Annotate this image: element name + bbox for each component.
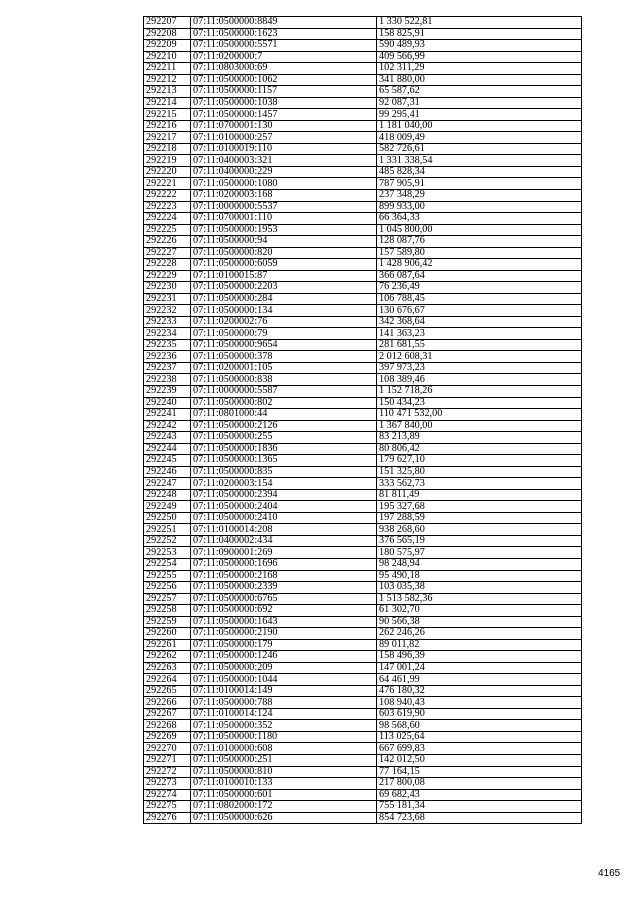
cadastral-number-cell: 07:11:0500000:1180 [191, 731, 377, 743]
row-number-cell: 292259 [144, 616, 191, 628]
value-cell: 582 726,61 [377, 143, 582, 155]
cadastral-number-cell: 07:11:0900001:269 [191, 547, 377, 559]
cadastral-number-cell: 07:11:0500000:6059 [191, 259, 377, 271]
row-number-cell: 292213 [144, 86, 191, 98]
row-number-cell: 292215 [144, 109, 191, 121]
row-number-cell: 292238 [144, 374, 191, 386]
cadastral-number-cell: 07:11:0100019:110 [191, 143, 377, 155]
value-cell: 157 589,80 [377, 247, 582, 259]
row-number-cell: 292276 [144, 812, 191, 824]
cadastral-number-cell: 07:11:0400000:229 [191, 166, 377, 178]
table-row [144, 259, 582, 271]
row-number-cell: 292272 [144, 766, 191, 778]
table-row [144, 593, 582, 605]
value-cell: 98 248,94 [377, 558, 582, 570]
cadastral-number-cell: 07:11:0500000:255 [191, 432, 377, 444]
value-cell: 667 699,83 [377, 743, 582, 755]
value-cell: 90 566,38 [377, 616, 582, 628]
table-row [144, 443, 582, 455]
value-cell: 83 213,89 [377, 432, 582, 444]
row-number-cell: 292236 [144, 351, 191, 363]
cadastral-number-cell: 07:11:0100014:124 [191, 708, 377, 720]
table-row [144, 189, 582, 201]
cadastral-number-cell: 07:11:0100015:87 [191, 270, 377, 282]
row-number-cell: 292260 [144, 628, 191, 640]
table-row [144, 582, 582, 594]
value-cell: 102 311,29 [377, 63, 582, 75]
row-number-cell: 292261 [144, 639, 191, 651]
table-row [144, 236, 582, 248]
value-cell: 130 676,67 [377, 305, 582, 317]
table-row [144, 282, 582, 294]
cadastral-number-cell: 07:11:0500000:1836 [191, 443, 377, 455]
row-number-cell: 292264 [144, 674, 191, 686]
table-row [144, 328, 582, 340]
value-cell: 108 940,43 [377, 697, 582, 709]
cadastral-number-cell: 07:11:0100000:257 [191, 132, 377, 144]
row-number-cell: 292257 [144, 593, 191, 605]
table-row [144, 213, 582, 225]
table-row [144, 305, 582, 317]
cadastral-number-cell: 07:11:0500000:9654 [191, 339, 377, 351]
value-cell: 899 933,00 [377, 201, 582, 213]
cadastral-number-cell: 07:11:0200003:168 [191, 189, 377, 201]
table-row [144, 224, 582, 236]
cadastral-number-cell: 07:11:0500000:251 [191, 755, 377, 767]
value-cell: 938 268,60 [377, 524, 582, 536]
cadastral-number-cell: 07:11:0500000:209 [191, 662, 377, 674]
table-row [144, 362, 582, 374]
table-row [144, 17, 582, 29]
value-cell: 81 811,49 [377, 489, 582, 501]
value-cell: 76 236,49 [377, 282, 582, 294]
row-number-cell: 292255 [144, 570, 191, 582]
value-cell: 98 568,60 [377, 720, 582, 732]
value-cell: 590 489,93 [377, 40, 582, 52]
value-cell: 476 180,32 [377, 685, 582, 697]
cadastral-number-cell: 07:11:0100014:149 [191, 685, 377, 697]
table-row [144, 478, 582, 490]
table-row [144, 293, 582, 305]
value-cell: 103 035,38 [377, 582, 582, 594]
cadastral-number-cell: 07:11:0500000:1246 [191, 651, 377, 663]
row-number-cell: 292262 [144, 651, 191, 663]
table-row [144, 766, 582, 778]
cadastral-number-cell: 07:11:0700001:130 [191, 120, 377, 132]
row-number-cell: 292207 [144, 17, 191, 29]
table-row [144, 28, 582, 40]
row-number-cell: 292208 [144, 28, 191, 40]
row-number-cell: 292239 [144, 386, 191, 398]
table-row [144, 570, 582, 582]
row-number-cell: 292233 [144, 316, 191, 328]
cadastral-number-cell: 07:11:0500000:2404 [191, 501, 377, 513]
value-cell: 755 181,34 [377, 801, 582, 813]
table-row [144, 120, 582, 132]
value-cell: 77 164,15 [377, 766, 582, 778]
cadastral-number-cell: 07:11:0500000:5571 [191, 40, 377, 52]
table-row [144, 40, 582, 52]
cadastral-number-cell: 07:11:0500000:378 [191, 351, 377, 363]
value-cell: 89 011,82 [377, 639, 582, 651]
cadastral-number-cell: 07:11:0500000:8849 [191, 17, 377, 29]
value-cell: 2 012 608,31 [377, 351, 582, 363]
cadastral-number-cell: 07:11:0500000:2339 [191, 582, 377, 594]
value-cell: 1 367 840,00 [377, 420, 582, 432]
table-row [144, 651, 582, 663]
cadastral-number-cell: 07:11:0500000:1643 [191, 616, 377, 628]
value-cell: 1 045 800,00 [377, 224, 582, 236]
table-row [144, 674, 582, 686]
value-cell: 195 327,68 [377, 501, 582, 513]
cadastral-number-cell: 07:11:0500000:835 [191, 466, 377, 478]
value-cell: 418 009,49 [377, 132, 582, 144]
row-number-cell: 292231 [144, 293, 191, 305]
value-cell: 147 001,24 [377, 662, 582, 674]
table-row [144, 616, 582, 628]
cadastral-number-cell: 07:11:0500000:1157 [191, 86, 377, 98]
cadastral-number-cell: 07:11:0200000:7 [191, 51, 377, 63]
row-number-cell: 292243 [144, 432, 191, 444]
table-row [144, 743, 582, 755]
table-row [144, 409, 582, 421]
value-cell: 65 587,62 [377, 86, 582, 98]
row-number-cell: 292217 [144, 132, 191, 144]
table-row [144, 501, 582, 513]
table-row [144, 166, 582, 178]
row-number-cell: 292252 [144, 535, 191, 547]
value-cell: 141 363,23 [377, 328, 582, 340]
row-number-cell: 292253 [144, 547, 191, 559]
table-row [144, 547, 582, 559]
cadastral-number-cell: 07:11:0500000:79 [191, 328, 377, 340]
table-row [144, 132, 582, 144]
row-number-cell: 292226 [144, 236, 191, 248]
cadastral-number-cell: 07:11:0200001:105 [191, 362, 377, 374]
row-number-cell: 292219 [144, 155, 191, 167]
value-cell: 281 681,55 [377, 339, 582, 351]
cadastral-number-cell: 07:11:0500000:2203 [191, 282, 377, 294]
value-cell: 366 087,64 [377, 270, 582, 282]
row-number-cell: 292216 [144, 120, 191, 132]
table-row [144, 51, 582, 63]
cadastral-number-cell: 07:11:0500000:2126 [191, 420, 377, 432]
cadastral-number-cell: 07:11:0500000:1062 [191, 74, 377, 86]
table-row [144, 374, 582, 386]
value-cell: 376 565,19 [377, 535, 582, 547]
row-number-cell: 292254 [144, 558, 191, 570]
row-number-cell: 292245 [144, 455, 191, 467]
row-number-cell: 292237 [144, 362, 191, 374]
cadastral-number-cell: 07:11:0700001:110 [191, 213, 377, 225]
row-number-cell: 292235 [144, 339, 191, 351]
table-row [144, 63, 582, 75]
cadastral-number-cell: 07:11:0000000:5587 [191, 386, 377, 398]
row-number-cell: 292242 [144, 420, 191, 432]
row-number-cell: 292222 [144, 189, 191, 201]
row-number-cell: 292234 [144, 328, 191, 340]
row-number-cell: 292240 [144, 397, 191, 409]
row-number-cell: 292209 [144, 40, 191, 52]
row-number-cell: 292275 [144, 801, 191, 813]
cadastral-number-cell: 07:11:0400002:434 [191, 535, 377, 547]
table-row [144, 316, 582, 328]
value-cell: 603 619,90 [377, 708, 582, 720]
cadastral-number-cell: 07:11:0500000:284 [191, 293, 377, 305]
cadastral-number-cell: 07:11:0500000:2410 [191, 512, 377, 524]
cadastral-number-cell: 07:11:0500000:601 [191, 789, 377, 801]
value-cell: 158 825,91 [377, 28, 582, 40]
row-number-cell: 292269 [144, 731, 191, 743]
cadastral-number-cell: 07:11:0500000:692 [191, 605, 377, 617]
row-number-cell: 292244 [144, 443, 191, 455]
row-number-cell: 292248 [144, 489, 191, 501]
cadastral-number-cell: 07:11:0500000:1623 [191, 28, 377, 40]
value-cell: 92 087,31 [377, 97, 582, 109]
table-row [144, 178, 582, 190]
row-number-cell: 292228 [144, 259, 191, 271]
table-row [144, 97, 582, 109]
cadastral-number-cell: 07:11:0500000:2168 [191, 570, 377, 582]
value-cell: 197 288,59 [377, 512, 582, 524]
cadastral-number-cell: 07:11:0500000:2394 [191, 489, 377, 501]
cadastral-number-cell: 07:11:0500000:788 [191, 697, 377, 709]
value-cell: 854 723,68 [377, 812, 582, 824]
row-number-cell: 292273 [144, 778, 191, 790]
table-row [144, 755, 582, 767]
table-row [144, 524, 582, 536]
cadastral-number-cell: 07:11:0100010:133 [191, 778, 377, 790]
value-cell: 787 905,91 [377, 178, 582, 190]
value-cell: 217 800,08 [377, 778, 582, 790]
cadastral-number-cell: 07:11:0500000:820 [191, 247, 377, 259]
table-row [144, 605, 582, 617]
row-number-cell: 292267 [144, 708, 191, 720]
row-number-cell: 292214 [144, 97, 191, 109]
table-row [144, 789, 582, 801]
cadastral-number-cell: 07:11:0500000:352 [191, 720, 377, 732]
row-number-cell: 292274 [144, 789, 191, 801]
value-cell: 95 490,18 [377, 570, 582, 582]
value-cell: 179 627,10 [377, 455, 582, 467]
cadastral-number-cell: 07:11:0500000:1044 [191, 674, 377, 686]
cadastral-number-cell: 07:11:0500000:1457 [191, 109, 377, 121]
value-cell: 128 087,76 [377, 236, 582, 248]
row-number-cell: 292220 [144, 166, 191, 178]
cadastral-number-cell: 07:11:0500000:94 [191, 236, 377, 248]
table-row [144, 731, 582, 743]
table-row [144, 143, 582, 155]
table-row [144, 489, 582, 501]
value-cell: 61 302,70 [377, 605, 582, 617]
table-row [144, 812, 582, 824]
value-cell: 64 461,99 [377, 674, 582, 686]
cadastral-number-cell: 07:11:0500000:1038 [191, 97, 377, 109]
row-number-cell: 292271 [144, 755, 191, 767]
row-number-cell: 292230 [144, 282, 191, 294]
row-number-cell: 292227 [144, 247, 191, 259]
row-number-cell: 292251 [144, 524, 191, 536]
table-row [144, 685, 582, 697]
table-row [144, 397, 582, 409]
cadastral-number-cell: 07:11:0803000:69 [191, 63, 377, 75]
row-number-cell: 292263 [144, 662, 191, 674]
value-cell: 1 428 906,42 [377, 259, 582, 271]
row-number-cell: 292256 [144, 582, 191, 594]
value-cell: 106 788,45 [377, 293, 582, 305]
table-row [144, 109, 582, 121]
cadastral-number-cell: 07:11:0801000:44 [191, 409, 377, 421]
cadastral-number-cell: 07:11:0500000:6765 [191, 593, 377, 605]
value-cell: 180 575,97 [377, 547, 582, 559]
value-cell: 397 973,23 [377, 362, 582, 374]
row-number-cell: 292250 [144, 512, 191, 524]
row-number-cell: 292249 [144, 501, 191, 513]
value-cell: 262 246,26 [377, 628, 582, 640]
row-number-cell: 292266 [144, 697, 191, 709]
value-cell: 342 368,64 [377, 316, 582, 328]
cadastral-number-cell: 07:11:0500000:134 [191, 305, 377, 317]
cadastral-number-cell: 07:11:0000000:5537 [191, 201, 377, 213]
row-number-cell: 292221 [144, 178, 191, 190]
table-row [144, 628, 582, 640]
cadastral-number-cell: 07:11:0400003:321 [191, 155, 377, 167]
value-cell: 80 806,42 [377, 443, 582, 455]
table-row [144, 662, 582, 674]
row-number-cell: 292229 [144, 270, 191, 282]
value-cell: 69 682,43 [377, 789, 582, 801]
cadastral-number-cell: 07:11:0100014:208 [191, 524, 377, 536]
value-cell: 1 330 522,81 [377, 17, 582, 29]
cadastral-number-cell: 07:11:0802000:172 [191, 801, 377, 813]
table-row [144, 74, 582, 86]
table-row [144, 466, 582, 478]
cadastral-number-cell: 07:11:0500000:626 [191, 812, 377, 824]
cadastral-number-cell: 07:11:0500000:1696 [191, 558, 377, 570]
value-cell: 158 496,39 [377, 651, 582, 663]
table-row [144, 432, 582, 444]
table-row [144, 420, 582, 432]
table-row [144, 512, 582, 524]
row-number-cell: 292212 [144, 74, 191, 86]
table-row [144, 697, 582, 709]
value-cell: 1 152 718,26 [377, 386, 582, 398]
value-cell: 151 325,80 [377, 466, 582, 478]
cadastral-number-cell: 07:11:0500000:802 [191, 397, 377, 409]
table-row [144, 86, 582, 98]
value-cell: 485 828,34 [377, 166, 582, 178]
cadastral-number-cell: 07:11:0500000:1953 [191, 224, 377, 236]
value-cell: 237 348,29 [377, 189, 582, 201]
cadastral-number-cell: 07:11:0200003:154 [191, 478, 377, 490]
table-row [144, 339, 582, 351]
cadastral-number-cell: 07:11:0200002:76 [191, 316, 377, 328]
cadastral-number-cell: 07:11:0500000:1365 [191, 455, 377, 467]
value-cell: 341 880,00 [377, 74, 582, 86]
value-cell: 99 295,41 [377, 109, 582, 121]
cadastral-number-cell: 07:11:0500000:810 [191, 766, 377, 778]
cadastral-number-cell: 07:11:0500000:838 [191, 374, 377, 386]
row-number-cell: 292224 [144, 213, 191, 225]
row-number-cell: 292232 [144, 305, 191, 317]
cadastral-number-cell: 07:11:0500000:1080 [191, 178, 377, 190]
cadastral-number-cell: 07:11:0500000:179 [191, 639, 377, 651]
row-number-cell: 292268 [144, 720, 191, 732]
row-number-cell: 292210 [144, 51, 191, 63]
table-row [144, 801, 582, 813]
table-row [144, 639, 582, 651]
table-row [144, 455, 582, 467]
table-row [144, 720, 582, 732]
value-cell: 1 331 338,54 [377, 155, 582, 167]
value-cell: 66 364,33 [377, 213, 582, 225]
row-number-cell: 292265 [144, 685, 191, 697]
table-row [144, 201, 582, 213]
value-cell: 409 566,99 [377, 51, 582, 63]
value-cell: 333 562,73 [377, 478, 582, 490]
page-number: 4165 [598, 868, 621, 879]
row-number-cell: 292225 [144, 224, 191, 236]
row-number-cell: 292258 [144, 605, 191, 617]
row-number-cell: 292247 [144, 478, 191, 490]
value-cell: 108 389,46 [377, 374, 582, 386]
table-row [144, 386, 582, 398]
table-row [144, 270, 582, 282]
row-number-cell: 292211 [144, 63, 191, 75]
row-number-cell: 292246 [144, 466, 191, 478]
cadastral-number-cell: 07:11:0100000:608 [191, 743, 377, 755]
table-row [144, 247, 582, 259]
value-cell: 150 434,23 [377, 397, 582, 409]
value-cell: 1 513 582,36 [377, 593, 582, 605]
table-body [144, 17, 582, 824]
table-row [144, 535, 582, 547]
table-row [144, 155, 582, 167]
table-row [144, 778, 582, 790]
value-cell: 142 012,50 [377, 755, 582, 767]
table-row [144, 558, 582, 570]
row-number-cell: 292218 [144, 143, 191, 155]
table-row [144, 351, 582, 363]
value-cell: 110 471 532,00 [377, 409, 582, 421]
table-row [144, 708, 582, 720]
cadastral-value-table [143, 16, 582, 824]
value-cell: 1 181 040,00 [377, 120, 582, 132]
row-number-cell: 292223 [144, 201, 191, 213]
row-number-cell: 292270 [144, 743, 191, 755]
row-number-cell: 292241 [144, 409, 191, 421]
cadastral-number-cell: 07:11:0500000:2190 [191, 628, 377, 640]
value-cell: 113 025,64 [377, 731, 582, 743]
